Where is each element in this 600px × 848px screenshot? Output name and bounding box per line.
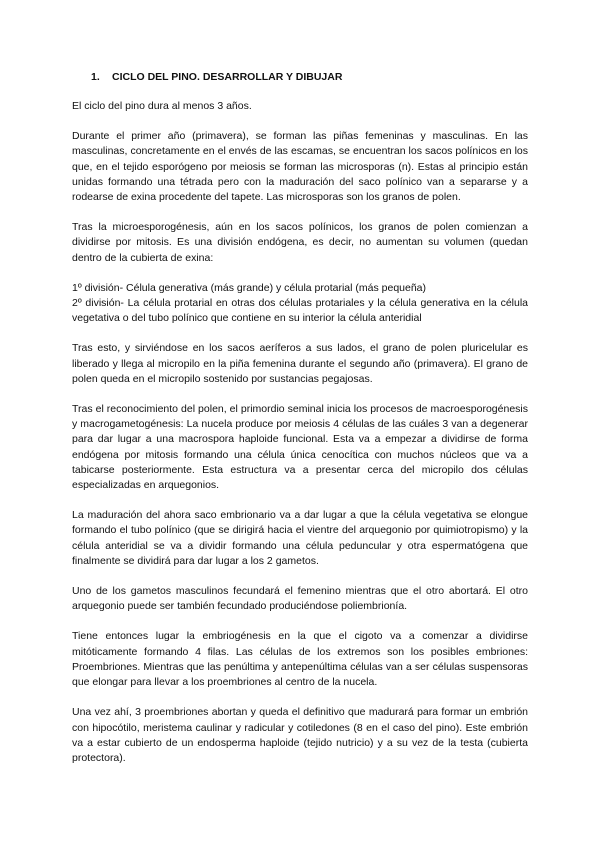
paragraph-macrosporogenesis: Tras el reconocimiento del polen, el primordio seminal inicia los procesos de macroesporogénesis y macrogametogénesis: La nucela produce por meiosis 4 células de las cuáles 3 van a degenerar para dar lugar a una macrospora haploide funcional. Esta va a empezar a dividirse de forma endógena por mitosis formando una célula única cenocítica con muchos núcleos que va a tabicarse posteriormente. Esta estructura va a presentar cerca del micropilo dos células especializadas en arquegonios.	[72, 403, 528, 492]
paragraph-pollination: Tras esto, y sirviéndose en los sacos aeríferos a sus lados, el grano de polen pluricelular es liberado y llega al micropilo en la piña femenina durante el segundo año (primavera). El grano de polen queda en el micropilo sostenido por sustancias pegajosas.	[72, 342, 528, 385]
document-page	[72, 70, 528, 781]
section-heading	[91, 70, 528, 84]
paragraph-fertilization: Uno de los gametos masculinos fecundará el femenino mientras que el otro abortará. El otro arquegonio puede ser también fecundado produciéndose poliembrionía.	[72, 585, 528, 613]
paragraph-intro: El ciclo del pino dura al menos 3 años.	[72, 100, 252, 112]
paragraph-second-division: 2º división- La célula protarial en otras dos células protariales y la célula generativa en la célula vegetativa o del tubo polínico que contiene en su interior la célula anteridial	[72, 297, 528, 325]
paragraph-microsporogenesis: Tras la microesporogénesis, aún en los sacos polínicos, los granos de polen comienzan a dividirse por mitosis. Es una división endógena, es decir, no aumentan su volumen (quedan dentro de la cubierta de exina:	[72, 221, 528, 264]
section-title: CICLO DEL PINO. DESARROLLAR Y DIBUJAR	[112, 71, 343, 83]
paragraph-embryo-sac: La maduración del ahora saco embrionario va a dar lugar a que la célula vegetativa se elongue formando el tubo polínico (que se dirigirá hacia el vientre del arquegonio por quimiotropismo) y la célula anteridial se va a dividir formando una célula peduncular y otra espermatógena que finalmente se dividirá para dar lugar a los 2 gametos.	[72, 509, 528, 567]
section-number: 1.	[91, 71, 100, 83]
paragraph-first-division: 1º división- Célula generativa (más grande) y célula protarial (más pequeña)	[72, 281, 427, 294]
paragraph-embryo: Una vez ahí, 3 proembriones abortan y queda el definitivo que madurará para formar un embrión con hipocótilo, meristema caulinar y radicular y cotiledones (8 en el caso del pino). Este embrión va a estar cubierto de un endosperma haploide (tejido nutricio) y a su vez de la testa (cubierta protectora).	[72, 706, 528, 764]
paragraph-first-year: Durante el primer año (primavera), se forman las piñas femeninas y masculinas. En las masculinas, concretamente en el envés de las escamas, se encuentran los sacos polínicos en los que, en el tejido esporógeno por meiosis se forman las microsporas (n). Estas al principio están unidas formando una tétrada pero con la maduración del saco polínico van a separarse y a rodearse de exina procedente del tapete. Las microsporas son los granos de polen.	[72, 130, 528, 204]
paragraph-embryogenesis: Tiene entonces lugar la embriogénesis en la que el cigoto va a comenzar a dividirse mitóticamente formando 4 filas. Las células de los extremos son los posibles embriones: Proembriones. Mientras que las penúltima y antepenúltima células van a ser células suspensoras que elongar para llevar a los proembriones al centro de la nucela.	[72, 630, 528, 689]
